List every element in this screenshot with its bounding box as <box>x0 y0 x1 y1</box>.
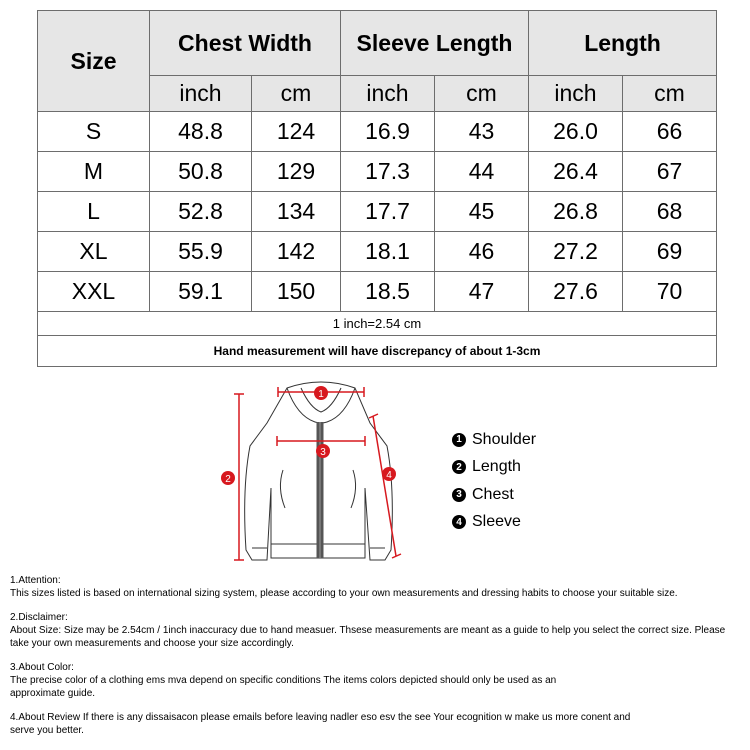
conversion-note: 1 inch=2.54 cm <box>38 312 717 336</box>
length-header: Length <box>529 11 717 76</box>
chest-width-header: Chest Width <box>150 11 341 76</box>
note-text: The precise color of a clothing ems mva depend on specific conditions The items colors depicted should only be used as an approximate guide. <box>10 675 557 699</box>
marker-1-icon <box>314 386 328 400</box>
size-cell: S <box>38 112 150 152</box>
table-row <box>38 112 717 152</box>
size-notes <box>10 574 745 748</box>
table-cell: 52.8 <box>150 192 252 232</box>
note-text: About Size: Size may be 2.54cm / 1inch inaccuracy due to hand measuer. Thsese measurements are meant as a guide to help you select the correct size. Please take your own measurements and choose your size accordingly. <box>10 625 726 649</box>
unit-header: cm <box>623 76 717 112</box>
note-title: 1.Attention: <box>10 575 61 586</box>
attention-note <box>10 574 745 600</box>
unit-header: inch <box>341 76 435 112</box>
table-cell: 27.2 <box>529 232 623 272</box>
legend-label: Sleeve <box>472 513 521 531</box>
table-cell: 59.1 <box>150 272 252 312</box>
table-cell: 17.7 <box>341 192 435 232</box>
size-cell: M <box>38 152 150 192</box>
table-cell: 45 <box>435 192 529 232</box>
color-note <box>10 661 595 700</box>
legend-item <box>452 426 536 454</box>
table-cell: 69 <box>623 232 717 272</box>
measurement-note: Hand measurement will have discrepancy of about 1-3cm <box>38 336 717 367</box>
sleeve-length-header: Sleeve Length <box>341 11 529 76</box>
table-cell: 26.0 <box>529 112 623 152</box>
table-cell: 150 <box>252 272 341 312</box>
number-1-icon: 1 <box>452 433 466 447</box>
unit-header: inch <box>529 76 623 112</box>
table-cell: 50.8 <box>150 152 252 192</box>
table-cell: 70 <box>623 272 717 312</box>
unit-header: cm <box>252 76 341 112</box>
table-cell: 27.6 <box>529 272 623 312</box>
marker-4-icon <box>382 467 396 481</box>
svg-text:4: 4 <box>386 470 392 481</box>
review-note <box>10 711 635 737</box>
unit-header: cm <box>435 76 529 112</box>
legend-item <box>452 509 536 537</box>
table-cell: 129 <box>252 152 341 192</box>
table-cell: 47 <box>435 272 529 312</box>
table-row <box>38 232 717 272</box>
table-row <box>38 272 717 312</box>
table-cell: 18.1 <box>341 232 435 272</box>
note-title: 3.About Color: <box>10 662 74 673</box>
legend-label: Chest <box>472 485 514 503</box>
table-cell: 16.9 <box>341 112 435 152</box>
measurement-legend <box>452 426 536 536</box>
number-2-icon: 2 <box>452 460 466 474</box>
note-text: 4.About Review If there is any dissaisacon please emails before leaving nadler eso esv the see Your ecognition w make us more conent and serve you better. <box>10 712 631 736</box>
size-chart-table <box>37 10 717 367</box>
jacket-measurement-diagram <box>215 378 405 570</box>
table-cell: 43 <box>435 112 529 152</box>
legend-label: Length <box>472 458 521 476</box>
marker-2-icon <box>221 471 235 485</box>
size-cell: XL <box>38 232 150 272</box>
table-cell: 124 <box>252 112 341 152</box>
number-4-icon: 4 <box>452 515 466 529</box>
size-header: Size <box>38 11 150 112</box>
table-row <box>38 192 717 232</box>
marker-3-icon <box>316 444 330 458</box>
disclaimer-note <box>10 611 745 650</box>
number-3-icon: 3 <box>452 488 466 502</box>
table-cell: 134 <box>252 192 341 232</box>
svg-text:2: 2 <box>225 474 231 485</box>
table-cell: 44 <box>435 152 529 192</box>
table-cell: 66 <box>623 112 717 152</box>
zipper <box>318 422 322 558</box>
table-cell: 17.3 <box>341 152 435 192</box>
table-row <box>38 152 717 192</box>
table-cell: 46 <box>435 232 529 272</box>
table-cell: 26.8 <box>529 192 623 232</box>
legend-item <box>452 454 536 482</box>
legend-item <box>452 481 536 509</box>
table-cell: 18.5 <box>341 272 435 312</box>
table-cell: 142 <box>252 232 341 272</box>
size-cell: XXL <box>38 272 150 312</box>
table-cell: 26.4 <box>529 152 623 192</box>
svg-text:3: 3 <box>320 447 326 458</box>
note-text: This sizes listed is based on international sizing system, please according to your own measurements and dressing habits to choose your suitable size. <box>10 588 678 599</box>
size-cell: L <box>38 192 150 232</box>
unit-header: inch <box>150 76 252 112</box>
table-cell: 48.8 <box>150 112 252 152</box>
table-cell: 55.9 <box>150 232 252 272</box>
table-cell: 68 <box>623 192 717 232</box>
svg-text:1: 1 <box>318 389 324 400</box>
legend-label: Shoulder <box>472 430 537 448</box>
table-cell: 67 <box>623 152 717 192</box>
note-title: 2.Disclaimer: <box>10 612 68 623</box>
